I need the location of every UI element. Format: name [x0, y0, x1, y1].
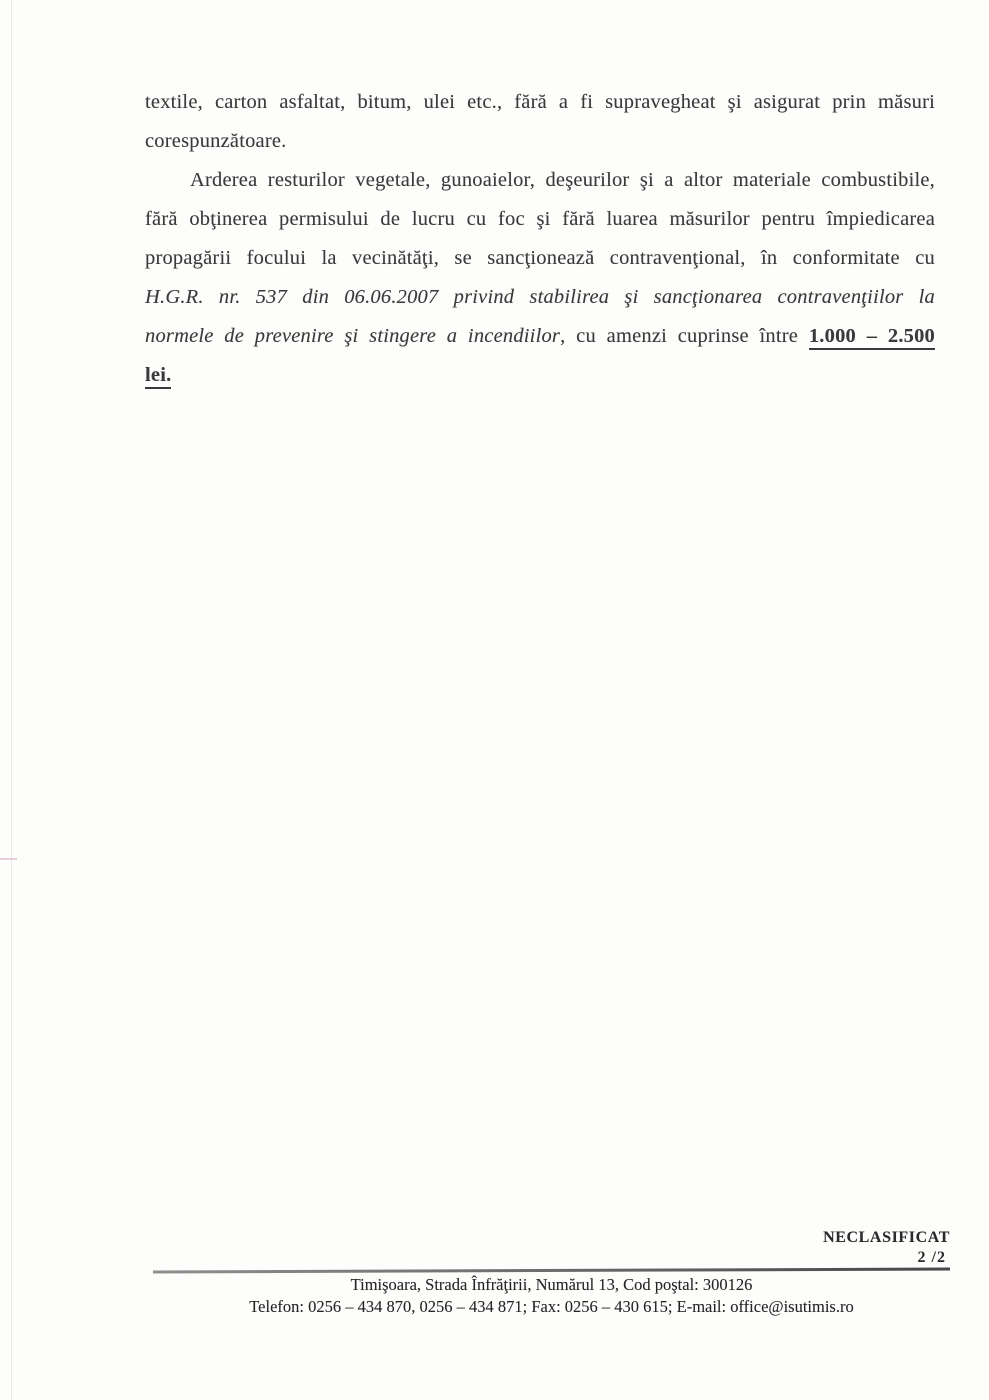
footer-divider-line	[153, 1267, 950, 1273]
text-segment: fără obţinerea permisului de lucru cu foc şi fără luarea măsurilor pentru împiedicarea	[145, 208, 935, 230]
document-body	[145, 83, 935, 395]
scan-artifact-horizontal-mark	[0, 858, 17, 860]
text-segment: lei.	[145, 364, 171, 389]
footer-contact: Telefon: 0256 – 434 870, 0256 – 434 871; Fax: 0256 – 430 615; E-mail: office@isutimis.ro	[249, 1297, 854, 1316]
text-line	[145, 278, 935, 317]
footer-address: Timişoara, Strada Înfrăţirii, Numărul 13, Cod poştal: 300126	[350, 1275, 753, 1294]
text-line	[145, 239, 935, 278]
text-line	[145, 317, 935, 356]
scan-artifact-vertical-line	[11, 0, 12, 1400]
page-number: 2 /2	[917, 1249, 946, 1266]
text-segment: , cu amenzi cuprinse între	[560, 325, 809, 347]
classification-label: NECLASIFICAT	[823, 1229, 950, 1246]
text-segment: textile, carton asfaltat, bitum, ulei etc., fără a fi supravegheat şi asigurat prin măsuri	[145, 91, 935, 113]
text-segment: propagării focului la vecinătăţi, se sancţionează contravenţional, în conformitate cu	[145, 247, 935, 269]
text-line	[145, 122, 935, 161]
text-line	[145, 356, 935, 395]
text-segment: corespunzătoare.	[145, 130, 287, 152]
text-segment: normele de prevenire şi stingere a incendiilor	[145, 325, 561, 347]
text-line	[145, 200, 935, 239]
text-segment: 1.000 – 2.500	[809, 325, 935, 350]
text-line	[145, 161, 935, 200]
text-segment: Arderea resturilor vegetale, gunoaielor, deşeurilor şi a altor materiale combustibile,	[190, 169, 935, 191]
text-segment: H.G.R. nr. 537 din 06.06.2007 privind stabilirea şi sancţionarea contravenţiilor la	[145, 286, 935, 308]
text-line	[145, 83, 935, 122]
